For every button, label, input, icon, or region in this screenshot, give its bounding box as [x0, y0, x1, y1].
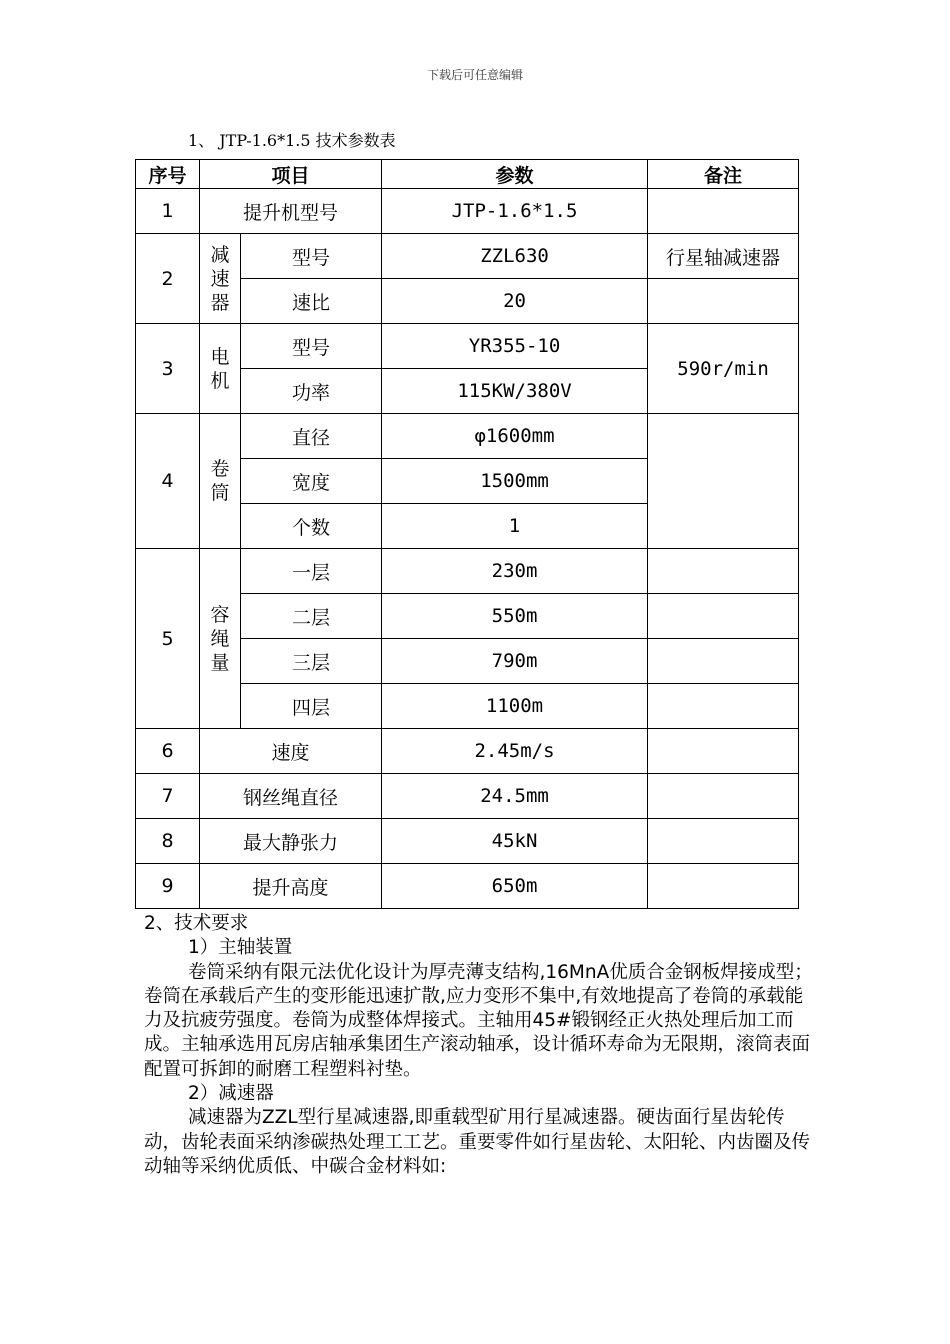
row-param: 20 — [382, 279, 648, 324]
row-sub: 四层 — [241, 684, 382, 729]
row-param: 790m — [382, 639, 648, 684]
row-param: 1 — [382, 504, 648, 549]
row-param: YR355-10 — [382, 324, 648, 369]
row-sub: 功率 — [241, 369, 382, 414]
table-row — [136, 729, 799, 774]
row-param: 230m — [382, 549, 648, 594]
row-group: 卷 筒 — [200, 414, 241, 549]
row-note: 590r/min — [648, 324, 799, 414]
table-row — [136, 189, 799, 234]
row-sub: 速比 — [241, 279, 382, 324]
row-sub: 二层 — [241, 594, 382, 639]
row-note — [648, 684, 799, 729]
paragraph: 卷筒采纳有限元法优化设计为厚壳薄支结构,16MnA优质合金钢板焊接成型；卷筒在承载后产生的变形能迅速扩散,应力变形不集中,有效地提高了卷筒的承载能力及抗疲劳强度。卷筒为成整体焊接式。主轴用45#锻钢经正火热处理后加工而成。主轴承选用瓦房店轴承集团生产滚动轴承，设计循环寿命为无限期，滚筒表面配置可拆卸的耐磨工程塑料衬垫。 — [144, 961, 813, 1080]
col-header-param: 参数 — [382, 160, 648, 189]
row-group: 容 绳 量 — [200, 549, 241, 729]
row-note — [648, 774, 799, 819]
row-param: 45kN — [382, 819, 648, 864]
row-param: 24.5mm — [382, 774, 648, 819]
table-row — [136, 774, 799, 819]
row-item: 提升高度 — [200, 864, 382, 909]
row-sub: 三层 — [241, 639, 382, 684]
row-item: 速度 — [200, 729, 382, 774]
table-row — [136, 864, 799, 909]
row-no: 9 — [136, 864, 200, 909]
table-header-row — [136, 160, 799, 189]
row-note — [648, 729, 799, 774]
page-header: 下载后可任意编辑 — [426, 68, 523, 82]
row-param: 2.45m/s — [382, 729, 648, 774]
row-no: 5 — [136, 549, 200, 729]
table-row — [136, 234, 799, 279]
row-sub: 宽度 — [241, 459, 382, 504]
col-header-item: 项目 — [200, 160, 382, 189]
row-param: 1500mm — [382, 459, 648, 504]
table-row — [136, 324, 799, 369]
row-note — [648, 819, 799, 864]
table-row — [136, 549, 799, 594]
row-param: 115KW/380V — [382, 369, 648, 414]
row-param: ZZL630 — [382, 234, 648, 279]
row-param: JTP-1.6*1.5 — [382, 189, 648, 234]
row-no: 2 — [136, 234, 200, 324]
row-note — [648, 279, 799, 324]
row-no: 3 — [136, 324, 200, 414]
row-no: 4 — [136, 414, 200, 549]
row-note: 行星轴减速器 — [648, 234, 799, 279]
row-param: 550m — [382, 594, 648, 639]
subsection-heading: 1）主轴装置 — [188, 937, 293, 959]
row-item: 钢丝绳直径 — [200, 774, 382, 819]
section-heading: 2、技术要求 — [144, 913, 249, 934]
row-group: 减 速 器 — [200, 234, 241, 324]
row-item: 最大静张力 — [200, 819, 382, 864]
row-sub: 一层 — [241, 549, 382, 594]
row-note — [648, 549, 799, 594]
row-param: φ1600mm — [382, 414, 648, 459]
subsection-heading: 2）减速器 — [188, 1083, 274, 1105]
row-sub: 个数 — [241, 504, 382, 549]
row-param: 650m — [382, 864, 648, 909]
row-param: 1100m — [382, 684, 648, 729]
row-note — [648, 594, 799, 639]
row-no: 7 — [136, 774, 200, 819]
col-header-no: 序号 — [136, 160, 200, 189]
table-row — [136, 414, 799, 459]
row-no: 8 — [136, 819, 200, 864]
row-sub: 直径 — [241, 414, 382, 459]
row-no: 6 — [136, 729, 200, 774]
tech-requirements — [144, 912, 814, 1179]
table-row — [136, 819, 799, 864]
row-sub: 型号 — [241, 324, 382, 369]
table-title: 1、 JTP-1.6*1.5 技术参数表 — [188, 131, 396, 150]
paragraph: 减速器为ZZL型行星减速器,即重载型矿用行星减速器。硬齿面行星齿轮传动，齿轮表面采纳渗碳热处理工工艺。重要零件如行星齿轮、太阳轮、内齿圈及传动轴等采纳优质低、中碳合金材料如: — [144, 1107, 811, 1177]
row-item: 提升机型号 — [200, 189, 382, 234]
col-header-note: 备注 — [648, 160, 799, 189]
row-sub: 型号 — [241, 234, 382, 279]
row-note — [648, 189, 799, 234]
parameter-table — [135, 159, 799, 909]
row-note — [648, 864, 799, 909]
row-group: 电 机 — [200, 324, 241, 414]
row-no: 1 — [136, 189, 200, 234]
row-note — [648, 414, 799, 549]
row-note — [648, 639, 799, 684]
